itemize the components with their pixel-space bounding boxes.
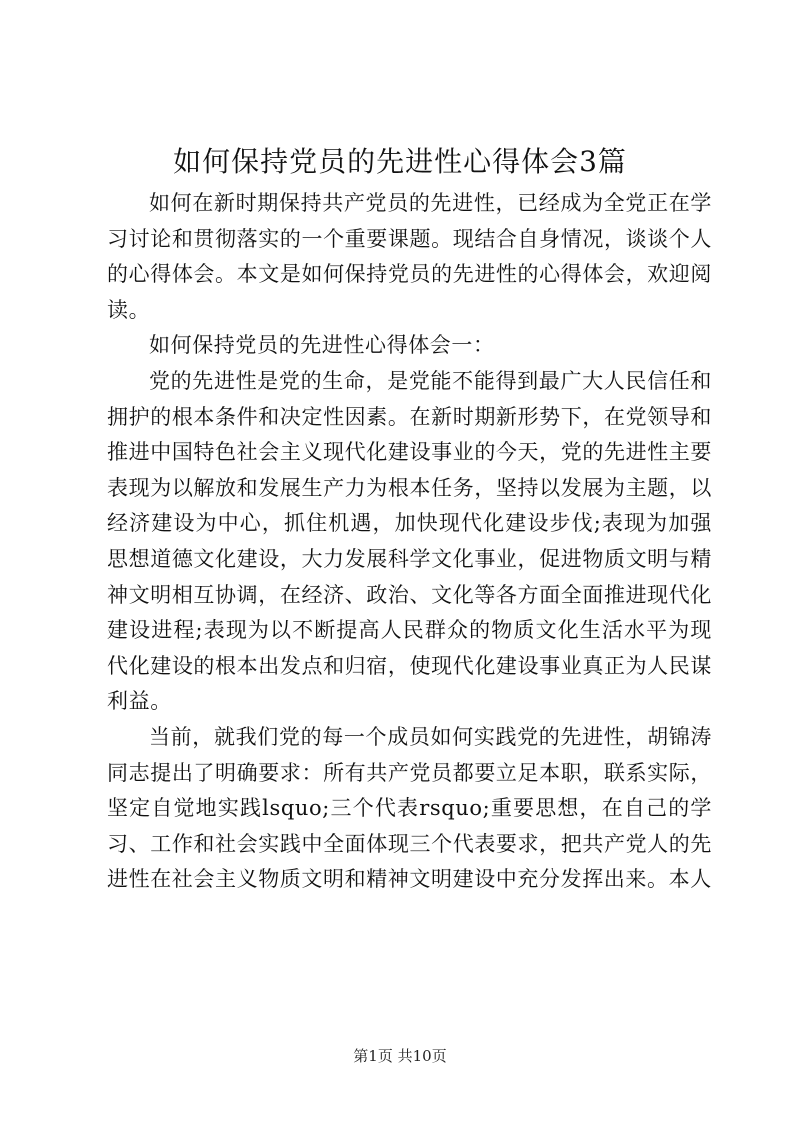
paragraph-current: 当前，就我们党的每一个成员如何实践党的先进性，胡锦涛同志提出了明确要求：所有共产党员都要立足本职，联系实际，坚定自觉地实践lsquo;三个代表rsquo;重要思想，在自己的学习、工作和社会实践中全面体现三个代表要求，把共产党人的先进性在社会主义物质文明和精神文明建设中充分发挥出来。本人 — [107, 724, 712, 892]
paragraph-advancement: 党的先进性是党的生命，是党能不能得到最广大人民信任和拥护的根本条件和决定性因素。在新时期新形势下，在党领导和推进中国特色社会主义现代化建设事业的今天，党的先进性主要表现为以解放和发展生产力为根本任务，坚持以发展为主题，以经济建设为中心，抓住机遇，加快现代化建设步伐;表现为加强思想道德文化建设，大力发展科学文化事业，促进物质文明与精神文明相互协调，在经济、政治、文化等各方面全面推进现代化建设进程;表现为以不断提高人民群众的物质文化生活水平为现代化建设的根本出发点和归宿，使现代化建设事业真正为人民谋利益。 — [107, 368, 712, 714]
paragraph-section-heading: 如何保持党员的先进性心得体会一： — [149, 333, 495, 358]
page-title: 如何保持党员的先进性心得体会3篇 — [173, 145, 627, 178]
page-number-label: 第1页 共10页 — [353, 1047, 447, 1065]
document-body — [107, 186, 712, 898]
page-footer — [0, 1046, 800, 1066]
paragraph-intro: 如何在新时期保持共产党员的先进性，已经成为全党正在学习讨论和贯彻落实的一个重要课题。现结合自身情况，谈谈个人的心得体会。本文是如何保持党员的先进性的心得体会，欢迎阅读。 — [107, 191, 712, 322]
